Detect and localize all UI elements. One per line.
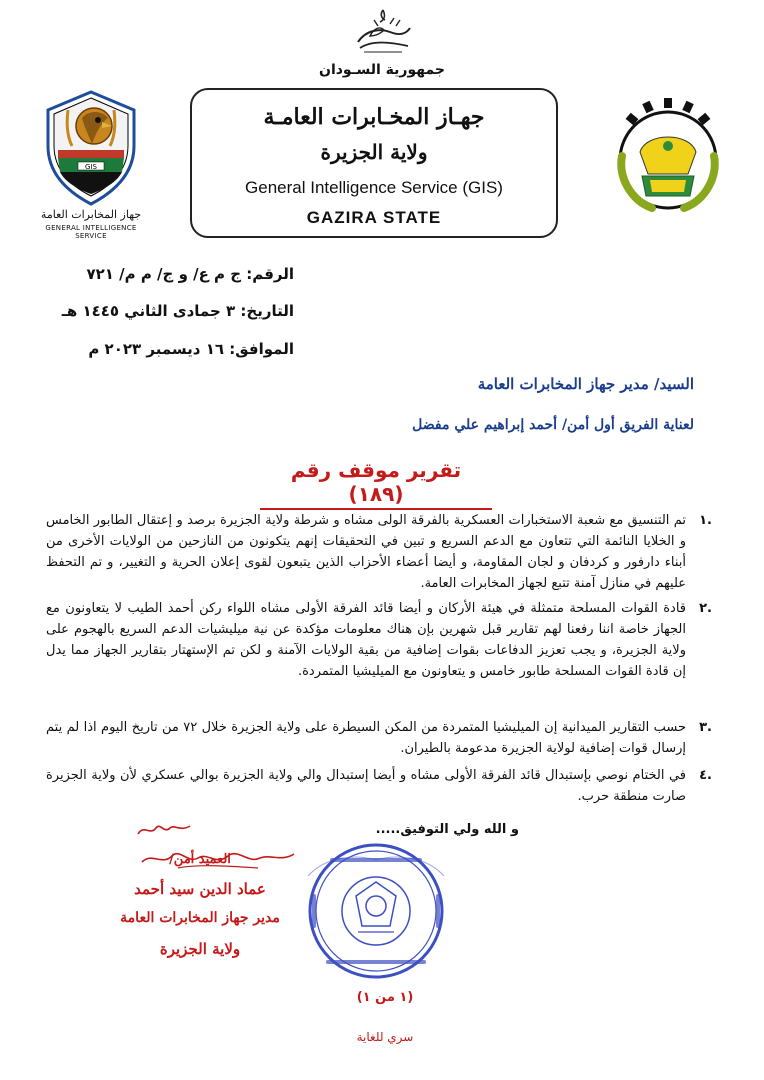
republic-name: جمهورية السـودان xyxy=(319,62,445,78)
signatory-rank: العميد أمن/ xyxy=(169,852,231,867)
gis-badge-text: GIS xyxy=(85,163,97,171)
paragraph-2 xyxy=(46,598,712,682)
agency-name-ar: جهـاز المخـابرات العامـة xyxy=(263,104,485,130)
paragraph-text: تم التنسيق مع شعبة الاستخبارات العسكرية بالفرقة الولى مشاه و شرطة ولاية الجزيرة برصد و إعتقال الطابور الخامس و الخلايا النائمة التي تتعاون مع الدعم السريع و تبين في التحقيقات إنهم يتكونون من النازحين من الولايات الأخرى من أبناء دارفور و كردفان و لجان المقاومة، و أيضا أعضاء الأحزاب الذين يتبعون لقوى إعلان الحرية و التغيير، و تم التحفظ عليهم في منازل آمنة تتبع لجهاز المخابرات العامة. xyxy=(46,513,686,591)
gis-logo-caption-ar: جهاز المخابرات العامة xyxy=(40,208,142,221)
paragraph-number: .٤ xyxy=(699,768,712,783)
page-count: (١ من ١) xyxy=(356,990,414,1005)
agency-name-en: General Intelligence Service (GIS) xyxy=(245,178,503,197)
report-title: تقرير موقف رقم (١٨٩) xyxy=(260,458,492,510)
gazira-state-logo-icon xyxy=(606,96,730,218)
addressee: السيد/ مدير جهاز المخابرات العامة xyxy=(477,375,694,393)
paragraph-number: .٣ xyxy=(699,720,712,735)
signatory-name: عماد الدين سيد أحمد xyxy=(134,880,266,898)
letterhead-box xyxy=(190,88,558,238)
republic-emblem-icon xyxy=(350,6,416,58)
signatory-title: مدير جهاز المخابرات العامة xyxy=(120,910,280,926)
reference-number: الرقم: ج م ع/ و ج/ م م/ ٧٢١ xyxy=(86,265,294,283)
closing-line: و الله ولي التوفيق..... xyxy=(375,822,519,837)
signatory-state: ولاية الجزيرة xyxy=(159,940,241,958)
state-name-ar: ولاية الجزيرة xyxy=(320,140,428,164)
state-name-en: GAZIRA STATE xyxy=(306,208,442,227)
paragraph-4 xyxy=(46,765,712,807)
paragraph-1 xyxy=(46,510,712,594)
attention-line: لعناية الفريق أول أمن/ أحمد إبراهيم علي مفضل xyxy=(412,417,694,433)
paragraph-number: .٢ xyxy=(699,601,712,616)
paragraph-3 xyxy=(46,717,712,759)
gis-logo-icon xyxy=(38,88,144,208)
paragraph-text: قادة القوات المسلحة متمثلة في هيئة الأركان و أيضا قائد الفرقة الأولى مشاه اللواء ركن أحمد الطيب لا يتعاونون مع الجهاز خاصة اننا رفعنا لهم تقارير قبل شهرين بإن هناك معلومات مؤكدة عن نية ميليشيات الدعم السريع بالهجوم على ولاية الجزيرة، و يجب تعزيز الدفاعات بقوات إضافية من بقية الولايات الآمنة و لكن تم الإستهتار بتقارير الجهاز مما يدل إن قادة القوات المسلحة طابور خامس و يتعاونون مع الميليشيا المتمردة. xyxy=(46,601,686,679)
official-stamp-icon xyxy=(296,836,456,986)
paragraph-text: حسب التقارير الميدانية إن الميليشيا المتمردة من المكن السيطرة على ولاية الجزيرة خلال ٧٢ من تاريخ اليوم اذا لم يتم إرسال قوات إضافية لولاية الجزيرة مدعومة بالطيران. xyxy=(46,720,686,756)
classification-label: سري للغاية xyxy=(356,1030,414,1044)
date-gregorian: الموافق: ١٦ ديسمبر ٢٠٢٣ م xyxy=(88,340,294,358)
date-hijri: التاريخ: ٣ جمادى الثاني ١٤٤٥ هـ xyxy=(61,302,294,320)
gis-logo-caption-en: GENERAL INTELLIGENCE SERVICE xyxy=(45,224,137,240)
paragraph-number: .١ xyxy=(699,513,712,528)
paragraph-text: في الختام نوصي بإستبدال قائد الفرقة الأولى مشاه و أيضا إستبدال والي ولاية الجزيرة بوالي عسكري لأن ولاية الجزيرة صارت منطقة حرب. xyxy=(46,768,686,804)
handwritten-initial-icon xyxy=(134,816,194,842)
